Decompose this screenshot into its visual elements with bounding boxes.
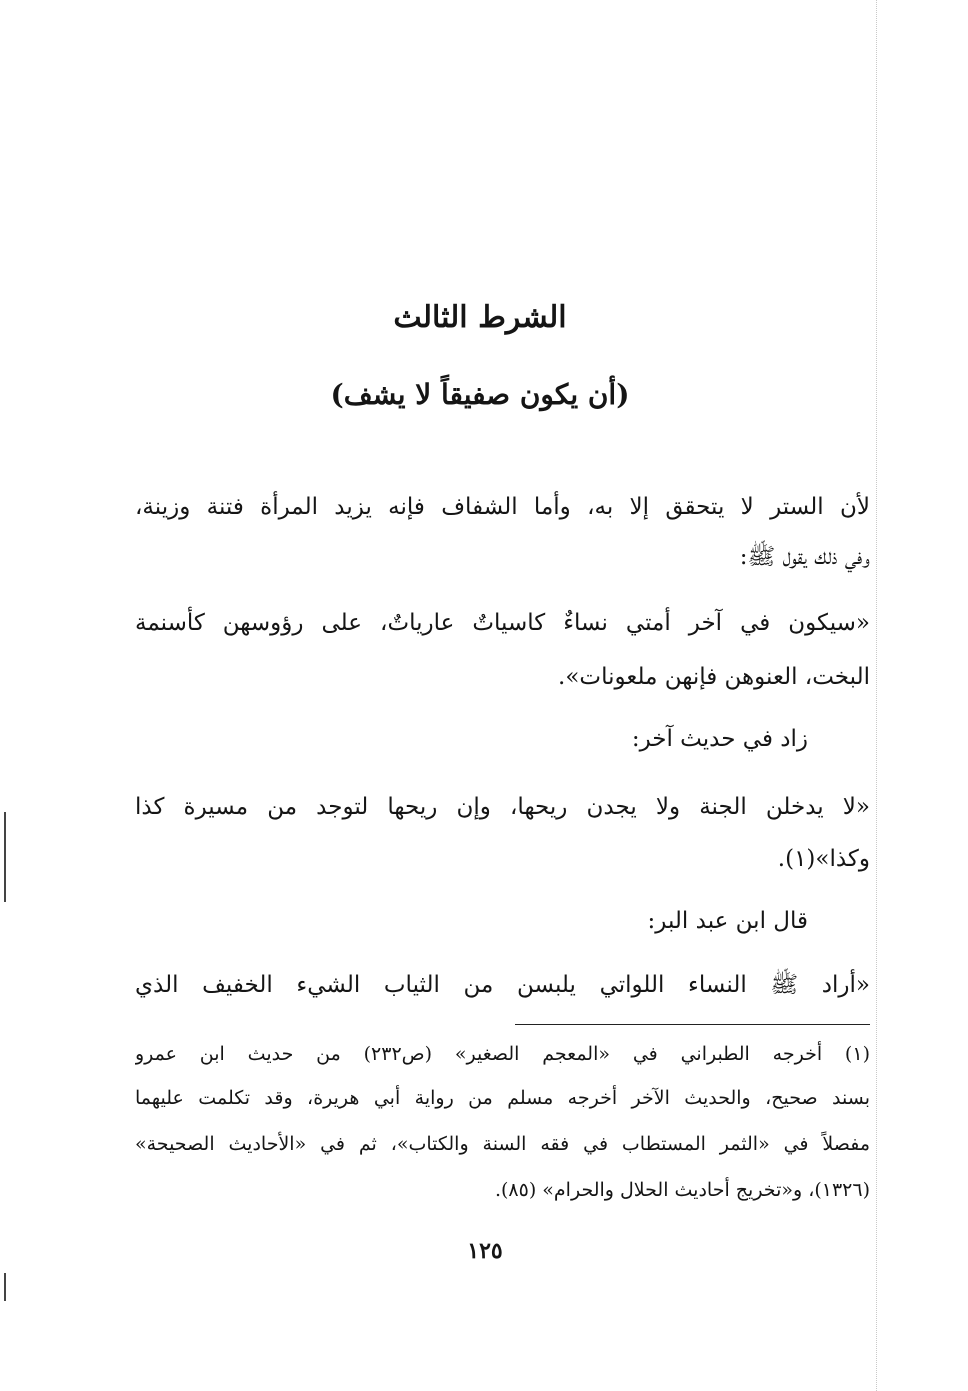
footnote-line: مفصلاً في «الثمر المستطاب في فقه السنة والكتاب»، ثم في «الأحاديث الصحيحة» — [135, 1133, 870, 1155]
scan-margin-mark — [4, 812, 6, 902]
scan-margin-mark — [4, 1273, 6, 1301]
page-number: ١٢٥ — [467, 1238, 503, 1264]
hadith-line: «لا يدخلن الجنة ولا يجدن ريحها، وإن ريحها لتوجد من مسيرة كذا — [135, 794, 870, 820]
body-line: قال ابن عبد البر: — [647, 908, 808, 934]
section-title: الشرط الثالث — [393, 300, 567, 335]
quote-line: «أراد ﷺ النساء اللواتي يلبسن من الثياب الشيء الخفيف الذي — [135, 972, 870, 998]
body-line: وفي ذلك يقول ﷺ: — [739, 544, 870, 570]
footnote-separator — [515, 1024, 870, 1025]
hadith-line: البخت، العنوهن فإنهن ملعونات». — [558, 664, 870, 690]
hadith-line: وكذا»(١). — [777, 846, 870, 872]
page-edge-divider — [876, 0, 877, 1391]
body-line: زاد في حديث آخر: — [631, 726, 808, 752]
hadith-line: «سيكون في آخر أمتي نساءٌ كاسياتٌ عارياتٌ، على رؤوسهن كأسنمة — [135, 610, 870, 636]
section-subtitle: (أن يكون صفيقاً لا يشف) — [330, 378, 630, 411]
footnote-line: بسند صحيح، والحديث الآخر أخرجه مسلم من رواية أبي هريرة، وقد تكلمت عليهما — [135, 1087, 870, 1109]
footnote-line: (١) أخرجه الطبراني في «المعجم الصغير» (ص٢٣٢) من حديث ابن عمرو — [135, 1043, 870, 1065]
body-line: لأن الستر لا يتحقق إلا به، وأما الشفاف فإنه يزيد المرأة فتنة وزينة، — [135, 494, 870, 520]
footnote-line: (١٣٢٦)، و«تخريج أحاديث الحلال والحرام» (٨٥). — [494, 1179, 870, 1201]
